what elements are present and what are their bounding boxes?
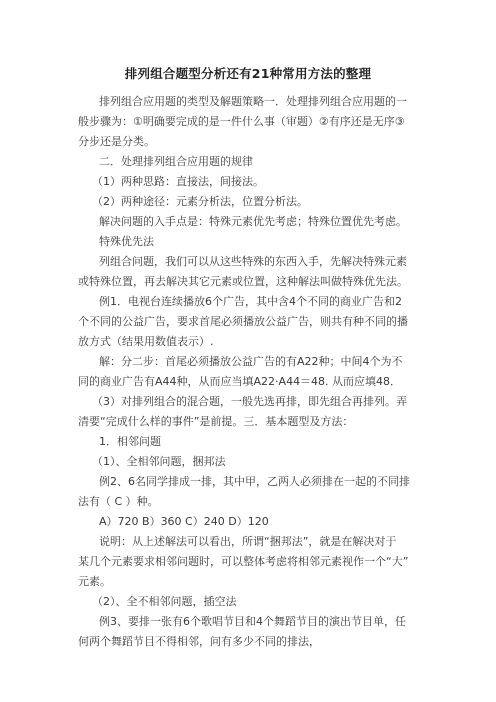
section-heading: 1．相邻问题 [99,435,161,448]
example-line: 例3、要排一张有6个歌唱节目和4个舞蹈节目的演出节目单，任 [99,615,406,628]
paragraph-line: 某几个元素要求相邻问题时，可以整体考虑将相邻元素视作一个“大” [78,555,409,568]
paragraph-line: 排列组合应用题的类型及解题策略一．处理排列组合应用题的一 [99,95,407,108]
paragraph-line: 清要“完成什么样的事件”是前提。三．基本题型及方法： [78,415,354,428]
example-line: 何两个舞蹈节目不得相邻，问有多少不同的排法， [78,635,320,648]
paragraph-line: 解决问题的入手点是：特殊元素优先考虑；特殊位置优先考虑。 [99,215,407,228]
example-line: 例1．电视台连续播放6个广告，其中含4个不同的商业广告和2 [99,295,402,308]
solution-line: 解：分二步：首尾必须播放公益广告的有A22种；中间4个为不 [99,355,403,368]
example-line: 放方式（结果用数值表示）. [78,335,214,348]
paragraph-line: 元素。 [78,575,111,588]
answer-options: A）720 B）360 C）240 D）120 [99,515,269,528]
paragraph-line: 或特殊位置，再去解决其它元素或位置，这种解法叫做特殊优先法。 [78,275,408,288]
document-title: 排列组合题型分析还有21种常用方法的整理 [124,66,372,81]
paragraph-line: 列组合问题，我们可以从这些特殊的东西入手，先解决特殊元素 [99,255,407,268]
list-item: （2）两种途径：元素分析法，位置分析法。 [92,195,308,208]
list-item: （1）两种思路：直接法，间接法。 [92,175,264,188]
section-heading: 二．处理排列组合应用题的规律 [99,155,253,168]
paragraph-line: 般步骤为：①明确要完成的是一件什么事（审题）②有序还是无序③ [78,115,405,128]
paragraph-line: 分步还是分类。 [78,135,155,148]
subheading: （1）、全相邻问题，捆邦法 [92,455,226,468]
subheading: 特殊优先法 [99,235,154,248]
example-line: 法有（ C ）种。 [78,495,159,508]
solution-line: 同的商业广告有A44种，从而应当填A22·A44＝48. 从而应填48． [78,375,402,388]
paragraph-line: 说明：从上述解法可以看出，所谓“捆邦法”，就是在解决对于 [99,535,397,548]
paragraph-line: （3）对排列组合的混合题，一般先选再排，即先组合再排列。弄 [92,395,407,408]
subheading: （2）、全不相邻问题，插空法 [92,595,237,608]
example-line: 例2、6名同学排成一排，其中甲，乙两人必须排在一起的不同排 [99,475,410,488]
example-line: 个不同的公益广告，要求首尾必须播放公益广告，则共有种不同的播 [78,315,408,328]
document-body [78,92,422,652]
